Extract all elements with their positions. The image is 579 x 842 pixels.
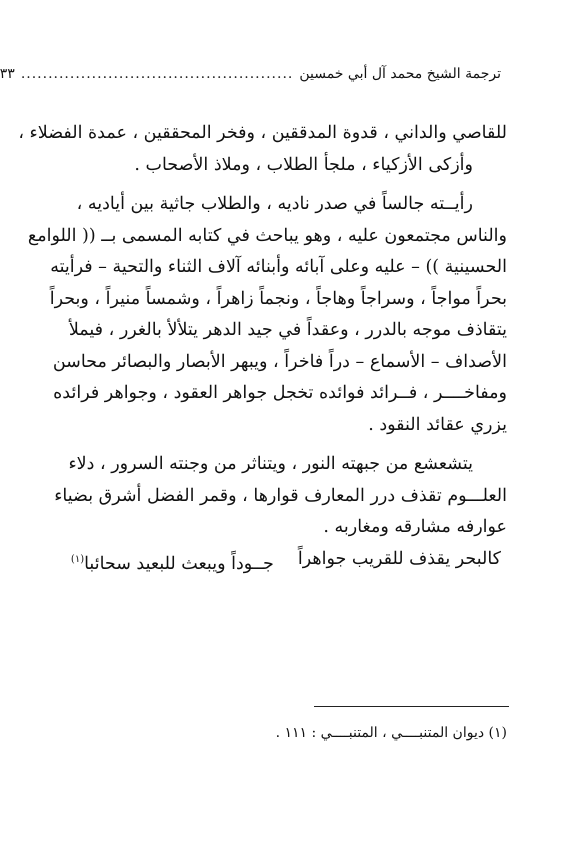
verse-second-hemistich bbox=[71, 544, 274, 580]
paragraph-gap bbox=[77, 441, 507, 449]
text-line: يزري عقائد النقود . bbox=[368, 414, 507, 435]
footnote: (١) ديوان المتنبــــي ، المتنبــــي : ١١١ . bbox=[275, 725, 507, 741]
text-line: للقاصي والداني ، قدوة المدققين ، وفخر المحققين ، عمدة الفضلاء ، bbox=[18, 123, 507, 143]
text-line: يتشعشع من جبهته النور ، ويتناثر من وجنته السرور ، دلاء bbox=[68, 454, 473, 474]
text-line: يتقاذف موجه بالدرر ، وعقداً في جيد الدهر يتلألأ بالغرر ، فيملأ bbox=[68, 320, 507, 340]
footnote-reference: (١) bbox=[70, 553, 85, 565]
text-line: رأيــته جالساً في صدر ناديه ، والطلاب جاثية بين أياديه ، bbox=[76, 194, 473, 214]
main-text bbox=[18, 118, 507, 580]
text-line: والناس مجتمعون عليه ، وهو يباحث في كتابه المسمى بــ (( اللوامع bbox=[27, 225, 507, 246]
footnote-separator bbox=[314, 706, 509, 707]
text-line: وأزكى الأزكياء ، ملجأ الطلاب ، وملاذ الأصحاب . bbox=[134, 154, 473, 175]
header-title: ترجمة الشيخ محمد آل أبي خمسين bbox=[299, 66, 501, 82]
text-line: عوارفه مشارقه ومغاربه . bbox=[323, 517, 507, 537]
paragraph-gap bbox=[77, 181, 507, 189]
poetry-verse bbox=[70, 544, 501, 580]
running-header bbox=[0, 66, 501, 88]
header-leader-dots: .................................................. bbox=[20, 66, 294, 82]
text-line: العلـــوم تقذف درر المعارف قوارها ، وقمر الفضل أشرق بضياء bbox=[54, 485, 507, 506]
verse-first-hemistich: كالبحر يقذف للقريب جواهراً bbox=[297, 548, 501, 569]
text-line: ومفاخــــر ، فــرائد فوائده تخجل جواهر العقود ، وجواهر فرائده bbox=[53, 383, 507, 403]
page-number: ٣٣ bbox=[0, 66, 15, 82]
text-line: الحسينية )) – عليه وعلى آبائه وأبنائه آلاف الثناء والتحية – فرأيته bbox=[50, 257, 507, 277]
text-line: بحراً مواجاً ، وسراجاً وهاجاً ، ونجماً زاهراً ، وشمساً منيراً ، وبحراً bbox=[49, 288, 507, 309]
text-line: الأصداف – الأسماع – دراً فاخراً ، ويبهر الأبصار والبصائر محاسن bbox=[52, 351, 507, 372]
verse-second-hemistich-text: جــوداً ويبعث للبعيد سحائبا bbox=[84, 553, 274, 574]
